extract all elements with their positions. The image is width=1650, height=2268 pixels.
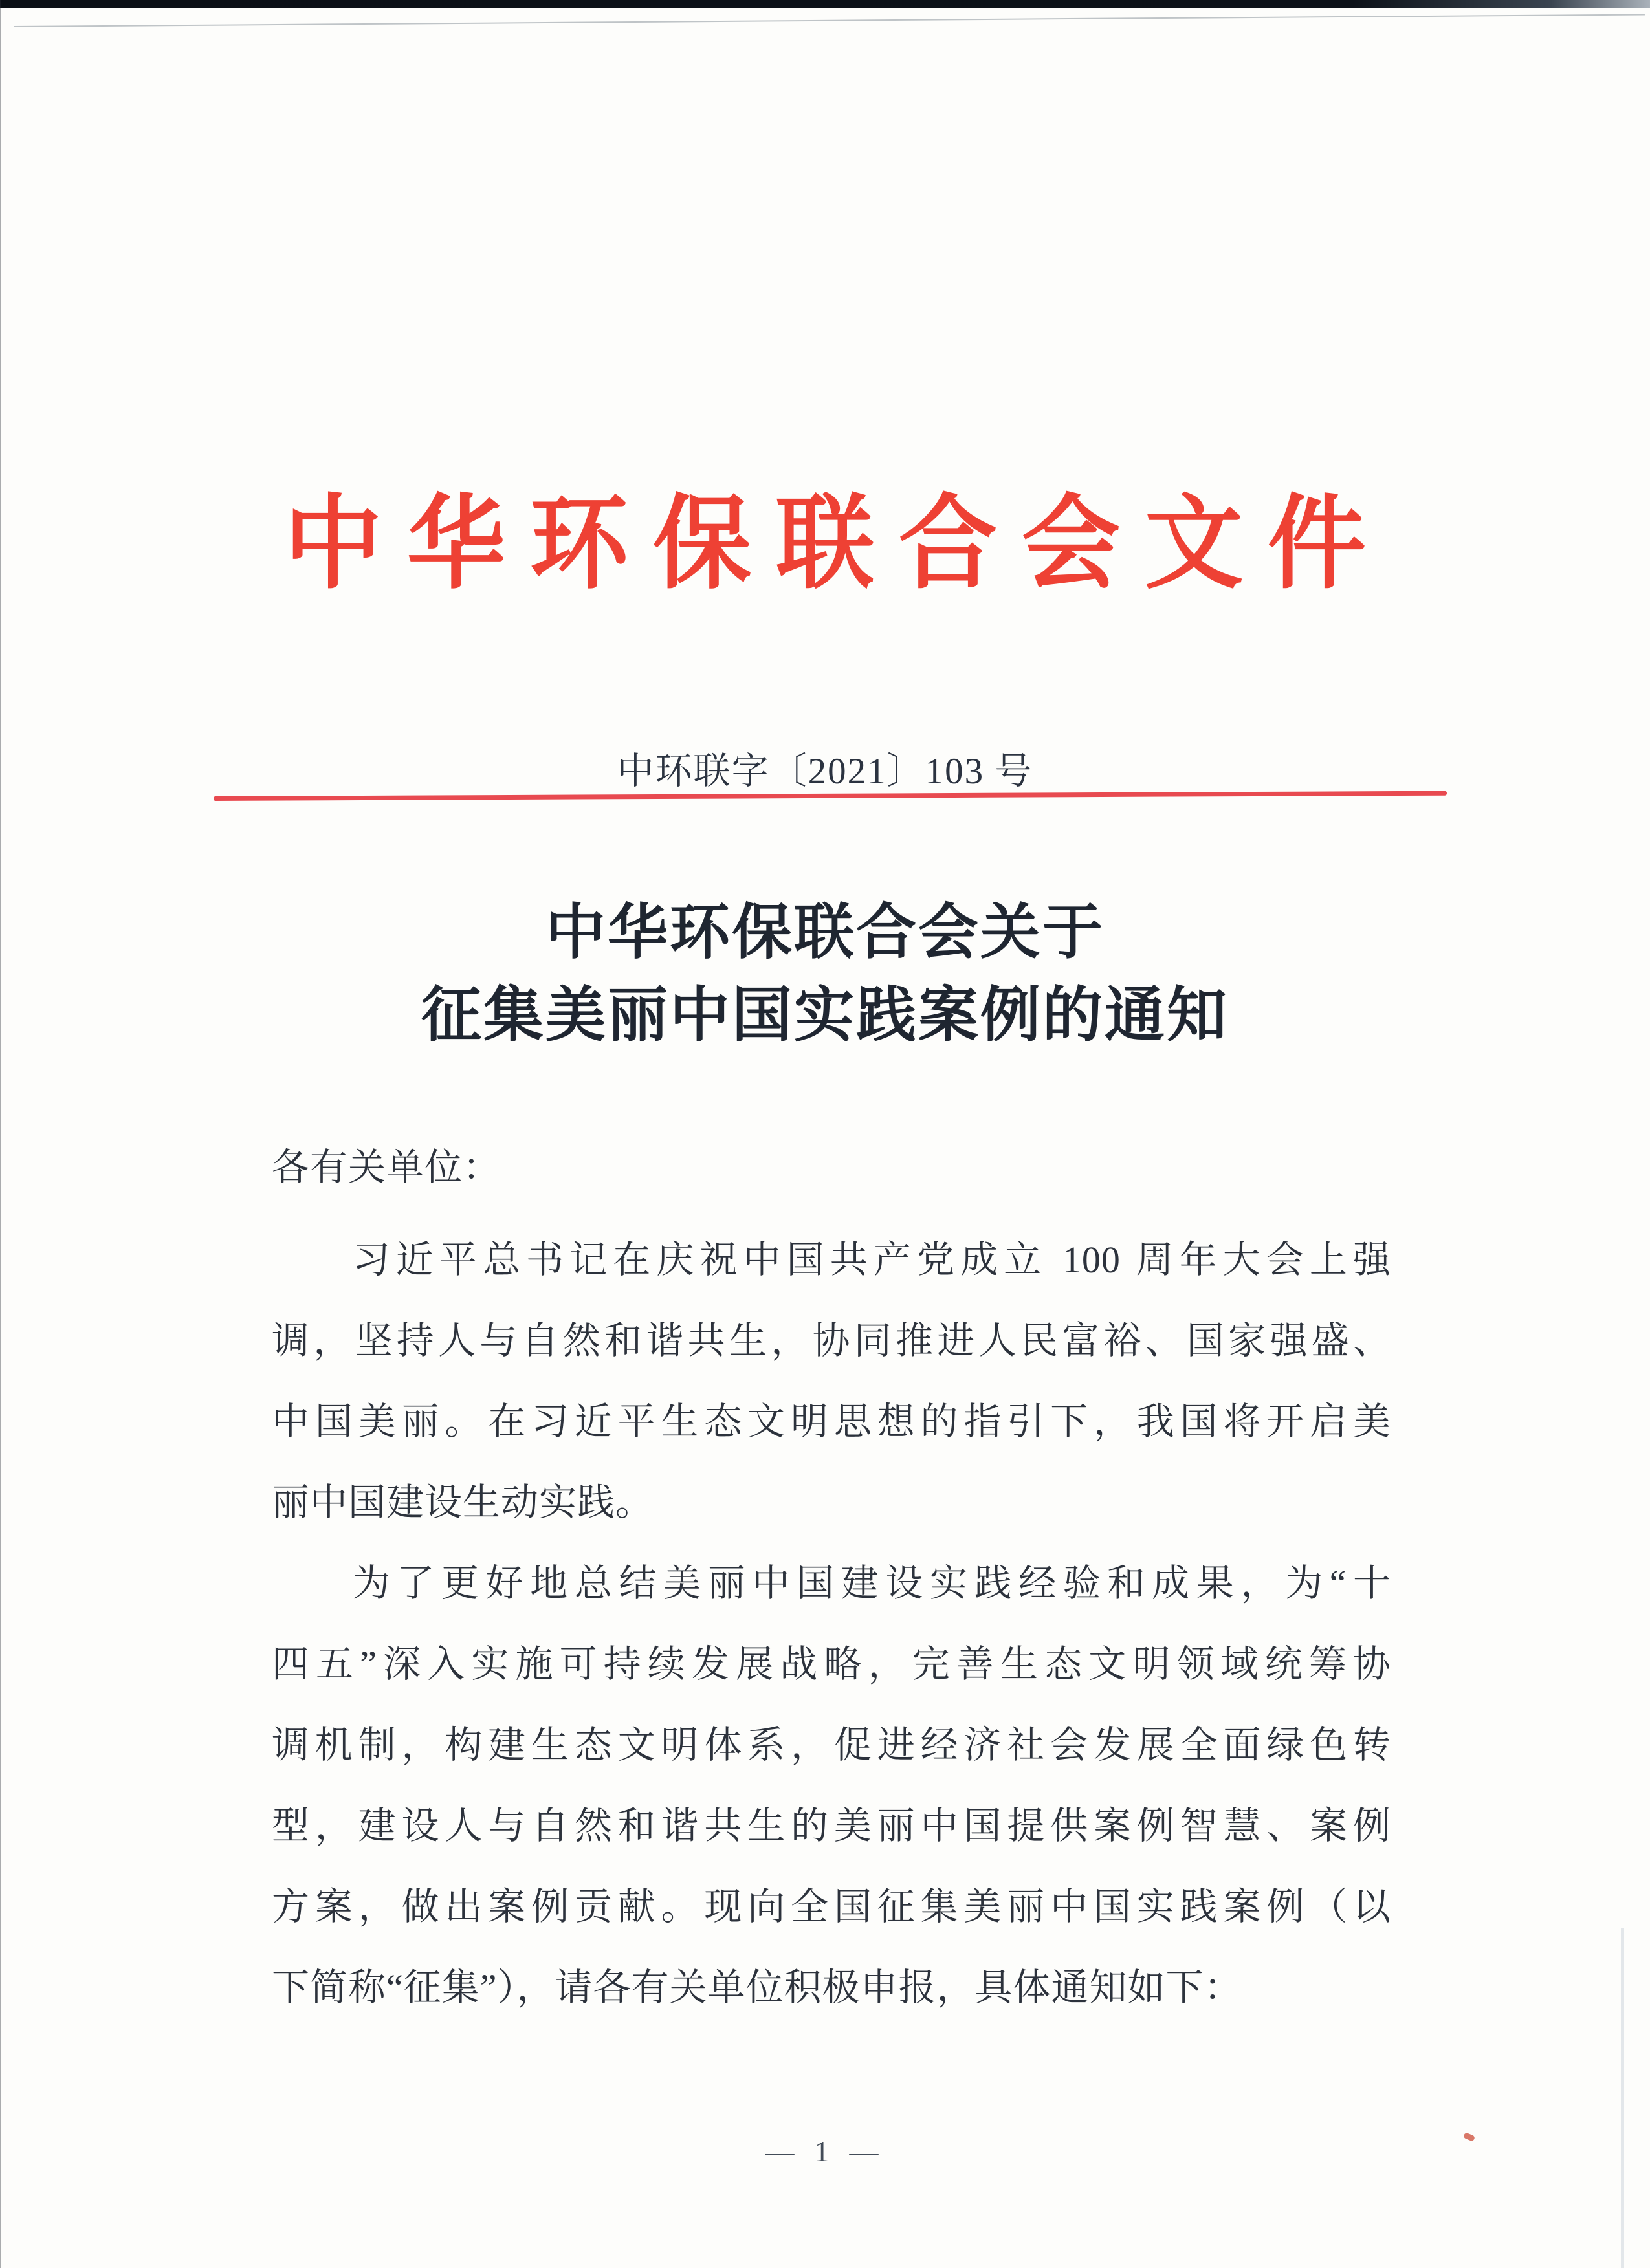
scan-top-edge-shadow [0, 0, 1650, 8]
scan-paper-edge-line [14, 14, 1645, 27]
page-number: — 1 — [765, 2135, 885, 2168]
scan-left-edge-shadow [0, 0, 1, 2268]
body-line: 丽中国建设生动实践。 [272, 1481, 654, 1523]
body-line: 为了更好地总结美丽中国建设实践经验和成果，为“十 [352, 1562, 1391, 1604]
document-body [272, 1127, 1391, 2028]
body-line: 方案，做出案例贡献。现向全国征集美丽中国实践案例（以 [272, 1886, 1391, 1928]
body-line: 下简称“征集”），请各有关单位积极申报，具体通知如下： [272, 1967, 1242, 2009]
body-line: 调，坚持人与自然和谐共生，协同推进人民富裕、国家强盛、 [272, 1320, 1391, 1362]
body-line: 四五”深入实施可持续发展战略，完善生态文明领域统筹协 [272, 1643, 1391, 1685]
document-number: 中环联字〔2021〕103 号 [617, 751, 1033, 792]
body-line: 型，建设人与自然和谐共生的美丽中国提供案例智慧、案例 [272, 1805, 1391, 1847]
letterhead-title [0, 462, 1650, 609]
salutation-line: 各有关单位： [272, 1146, 501, 1188]
letterhead-title-text: 中华环保联合会文件 [284, 488, 1391, 601]
body-line: 调机制，构建生态文明体系，促进经济社会发展全面绿色转 [272, 1724, 1391, 1766]
document-title-line-1: 中华环保联合会关于 [545, 900, 1105, 966]
body-line: 中国美丽。在习近平生态文明思想的指引下，我国将开启美 [272, 1401, 1391, 1443]
body-line: 习近平总书记在庆祝中国共产党成立 100 周年大会上强 [352, 1239, 1391, 1281]
scan-right-edge-shading [1621, 1928, 1624, 2268]
document-title-line-2: 征集美丽中国实践案例的通知 [421, 983, 1229, 1049]
